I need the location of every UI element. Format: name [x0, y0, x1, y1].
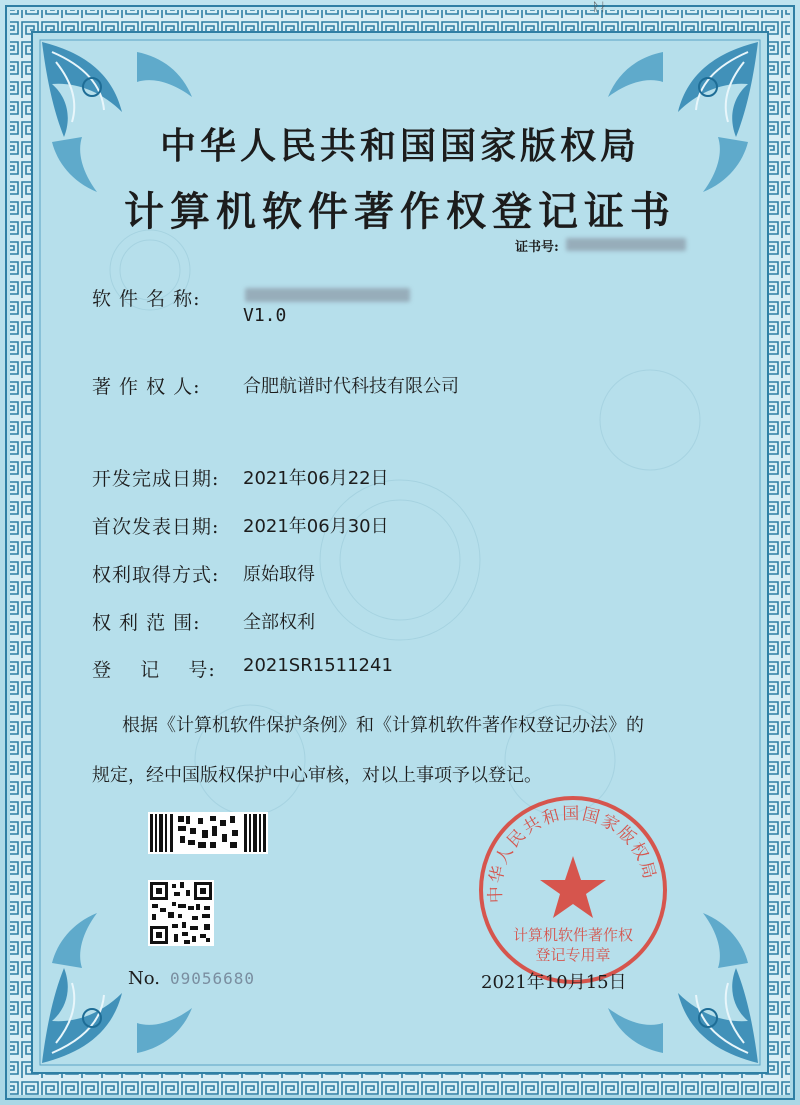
issue-date: 2021年10月15日: [481, 972, 627, 993]
seal-star-icon: [540, 856, 606, 918]
software-name-redacted: [245, 288, 410, 302]
reg-no-label: 登 记 号:: [92, 659, 216, 681]
completion-date-label: 开发完成日期:: [92, 468, 220, 490]
seal-ring-text: 中华人民共和国国家版权局: [485, 804, 660, 904]
owner-value: 合肥航谱时代科技有限公司: [243, 376, 459, 397]
serial-no-value: 09056680: [170, 969, 256, 988]
statement-line-2: 规定，经中国版权保护中心审核，对以上事项予以登记。: [92, 765, 542, 786]
seal-inner-line-2: 登记专用章: [535, 946, 611, 964]
first-publish-value: 2021年06月30日: [243, 516, 389, 537]
barcode: [148, 812, 268, 854]
statement-line-1: 根据《计算机软件保护条例》和《计算机软件著作权登记办法》的: [122, 715, 644, 736]
completion-date-value: 2021年06月22日: [243, 468, 389, 489]
cert-no-redacted: [566, 238, 686, 251]
qr-code: [148, 880, 214, 946]
first-publish-label: 首次发表日期:: [92, 516, 220, 538]
owner-label: 著 作 权 人:: [92, 376, 201, 398]
acquisition-label: 权利取得方式:: [92, 564, 220, 586]
issuer-title: 中华人民共和国国家版权局: [159, 125, 640, 167]
handwritten-mark: ᚱᛅ: [592, 0, 607, 14]
software-version: V1.0: [243, 305, 287, 326]
software-name-label: 软 件 名 称:: [92, 288, 201, 310]
certificate-title: 计算机软件著作权登记证书: [124, 188, 676, 235]
seal-inner-line-1: 计算机软件著作权: [512, 926, 634, 944]
cert-no-label: 证书号:: [515, 240, 559, 255]
scope-value: 全部权利: [243, 612, 315, 633]
scope-label: 权 利 范 围:: [92, 612, 201, 634]
acquisition-value: 原始取得: [243, 564, 315, 585]
official-seal: [473, 790, 673, 990]
serial-no-label: No.: [128, 968, 160, 989]
reg-no-value: 2021SR1511241: [243, 655, 393, 676]
